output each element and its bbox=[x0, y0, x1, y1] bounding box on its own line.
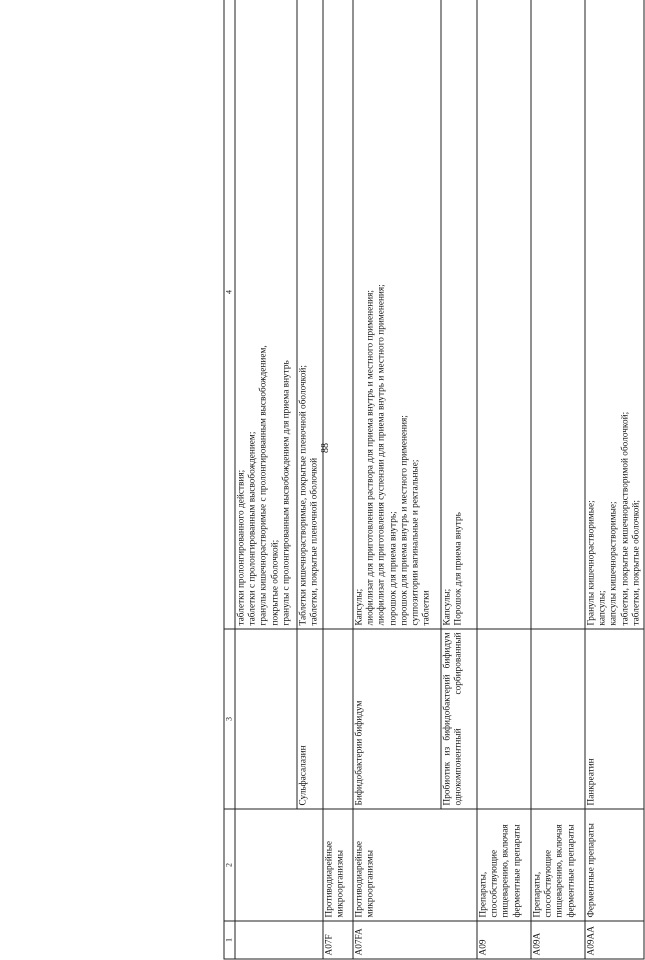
table-row bbox=[531, 0, 585, 959]
group-cell: Противодиарейные микроорганизмы bbox=[323, 809, 353, 921]
code-cell: A09A bbox=[531, 921, 585, 959]
group-cell: Противодиарейные микроорганизмы bbox=[353, 809, 477, 921]
drug-cell bbox=[477, 629, 531, 809]
header-col-1: 1 bbox=[224, 921, 235, 959]
table-row bbox=[477, 0, 531, 959]
page-number: 88 bbox=[320, 443, 331, 453]
medication-table-wrapper bbox=[224, 0, 642, 960]
drug-cell bbox=[531, 629, 585, 809]
forms-cell: Капсулы; лиофилизат для приготовления раствора для приема внутрь и местного применения; лиофилизат для приготовления суспензии для приема внутрь и местного применения; порошок для приема внутрь; порошок для приема внутрь и местного применения; суппозитории вагинальные и ректальные; таблетки bbox=[353, 0, 441, 629]
drug-cell: Бифидобактерии бифидум bbox=[353, 629, 441, 809]
drug-cell bbox=[235, 629, 297, 809]
forms-cell: таблетки пролонгированного действия; таблетки с пролонгированным высвобождением; гранулы кишечнорастворимые с пролонгированным высвобождением, покрытые оболочкой; гранулы с пролонгированным высвобождением для приема внутрь bbox=[235, 0, 297, 629]
header-col-4: 4 bbox=[224, 0, 235, 629]
medication-table bbox=[224, 0, 645, 960]
drug-cell bbox=[323, 629, 353, 809]
forms-cell: Капсулы; Порошок для приема внутрь bbox=[441, 0, 477, 629]
code-cell: A09AA bbox=[585, 921, 644, 959]
drug-cell: Панкреатин bbox=[585, 629, 644, 809]
forms-cell bbox=[477, 0, 531, 629]
header-row bbox=[224, 0, 235, 959]
table-row bbox=[323, 0, 353, 959]
table-row bbox=[585, 0, 644, 959]
code-cell: A07F bbox=[323, 921, 353, 959]
group-cell bbox=[235, 809, 323, 921]
drug-cell: Сульфасалазин bbox=[297, 629, 323, 809]
forms-cell bbox=[531, 0, 585, 629]
forms-cell: Гранулы кишечнорастворимые; капсулы; капсулы кишечнорастворимые; таблетки, покрытые кишечнорастворимой оболочкой; таблетки, покрытые оболочкой; bbox=[585, 0, 644, 629]
drug-cell: Пробиотик из бифидобактерий бифидум однокомпонентный сорбированный bbox=[441, 629, 477, 809]
code-cell: A09 bbox=[477, 921, 531, 959]
group-cell: Препараты, способствующие пищеварению, включая ферментные препараты bbox=[531, 809, 585, 921]
header-col-3: 3 bbox=[224, 629, 235, 809]
table-row bbox=[353, 0, 441, 959]
table-row bbox=[235, 0, 297, 959]
group-cell: Ферментные препараты bbox=[585, 809, 644, 921]
header-col-2: 2 bbox=[224, 809, 235, 921]
group-cell: Препараты, способствующие пищеварению, включая ферментные препараты bbox=[477, 809, 531, 921]
code-cell: A07FA bbox=[353, 921, 477, 959]
code-cell bbox=[235, 921, 323, 959]
forms-cell bbox=[323, 0, 353, 629]
forms-cell: Таблетки кишечнорастворимые, покрытые пленочной оболочкой; таблетки, покрытые пленочной оболочкой bbox=[297, 0, 323, 629]
